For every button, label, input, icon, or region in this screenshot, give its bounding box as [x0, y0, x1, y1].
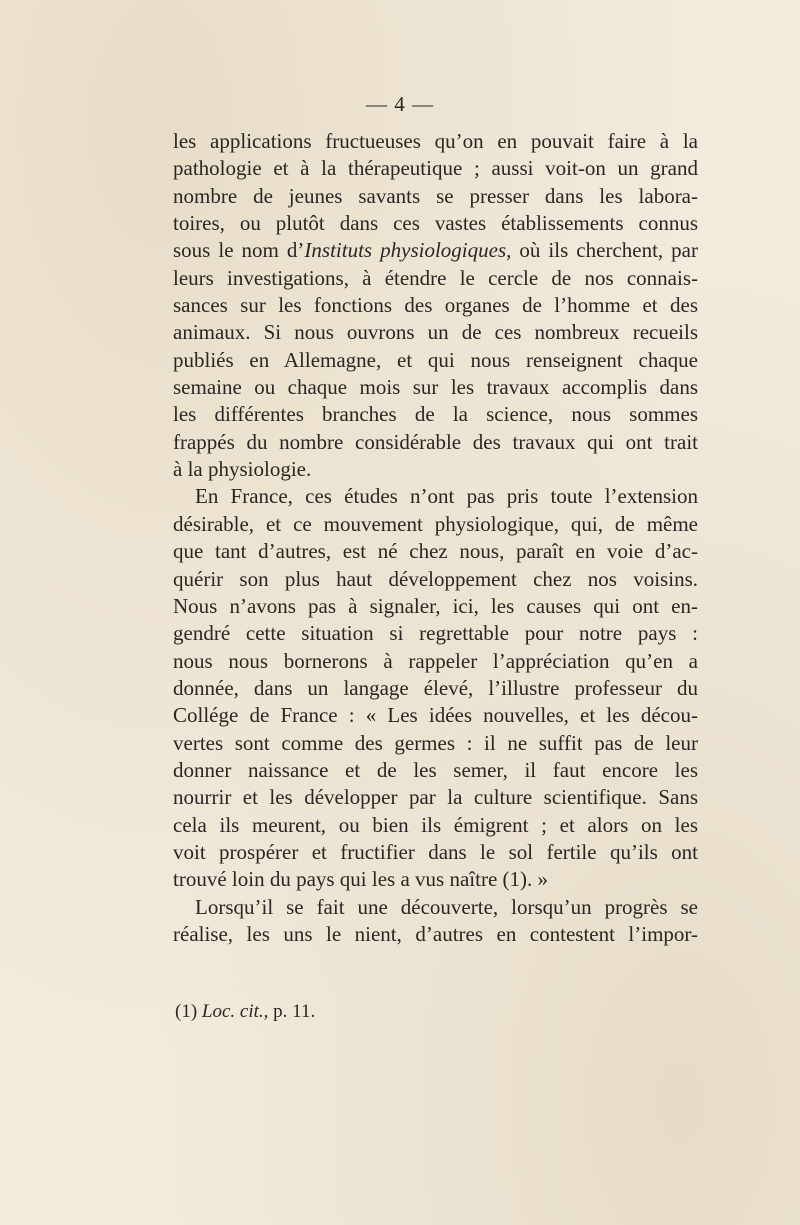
text-line-with-italic [173, 237, 698, 264]
text-line: désirable, et ce mouvement physiologique, qui, de même [173, 511, 698, 536]
text-line: réalise, les uns le nient, d’autres en contestent l’impor- [173, 921, 698, 946]
text-line: leurs investigations, à étendre le cercle de nos connais- [173, 265, 698, 290]
text-line: sances sur les fonctions des organes de l’homme et des [173, 293, 698, 318]
italic-term: Instituts physiologiques [304, 238, 507, 263]
text-line: Collége de France : « Les idées nouvelles, et les décou- [173, 703, 698, 728]
text-line: voit prospérer et fructifier dans le sol fertile qu’ils ont [173, 839, 698, 864]
paragraph-first-line: En France, ces études n’ont pas pris toute l’extension [195, 484, 698, 509]
text-line: que tant d’autres, est né chez nous, paraît en voie d’ac- [173, 539, 698, 564]
text-line: frappés du nombre considérable des travaux qui ont trait [173, 429, 698, 454]
text-line: Nous n’avons pas à signaler, ici, les causes qui ont en- [173, 593, 698, 618]
footnote-page: , p. 11. [263, 1001, 316, 1022]
text-line: trouvé loin du pays qui les a vus naître (1). » [173, 867, 549, 892]
text-line: toires, ou plutôt dans ces vastes établissements connus [173, 211, 698, 236]
text-line: publiés en Allemagne, et qui nous renseignent chaque [173, 347, 698, 372]
text-line: cela ils meurent, ou bien ils émigrent ; et alors on les [173, 812, 698, 837]
text-line: quérir son plus haut développement chez nos voisins. [173, 566, 698, 591]
text-line: nourrir et les développer par la culture scientifique. Sans [173, 785, 698, 810]
text-line: les applications fructueuses qu’on en pouvait faire à la [173, 129, 698, 153]
text-fragment: , où ils cherchent, par [506, 238, 698, 263]
body-text [173, 128, 698, 948]
text-line: animaux. Si nous ouvrons un de ces nombreux recueils [173, 320, 698, 345]
footnote [175, 1000, 315, 1024]
footnote-citation: Loc. cit. [201, 1001, 264, 1022]
footnote-marker: (1) [175, 1001, 202, 1022]
text-line: nous nous bornerons à rappeler l’appréciation qu’en a [173, 648, 698, 673]
text-line: à la physiologie. [173, 457, 312, 482]
text-line: nombre de jeunes savants se presser dans les labora- [173, 183, 698, 208]
text-fragment: sous le nom d’ [173, 238, 305, 263]
text-line: vertes sont comme des germes : il ne suffit pas de leur [173, 730, 698, 755]
text-line: semaine ou chaque mois sur les travaux accomplis dans [173, 375, 698, 400]
text-line: donner naissance et de les semer, il faut encore les [173, 757, 698, 782]
text-line: les différentes branches de la science, nous sommes [173, 402, 698, 427]
paragraph-first-line: Lorsqu’il se fait une découverte, lorsqu’un progrès se [195, 894, 698, 919]
page-number: — 4 — [366, 92, 434, 116]
text-line: gendré cette situation si regrettable pour notre pays : [173, 621, 698, 646]
text-line: pathologie et à la thérapeutique ; aussi voit-on un grand [173, 156, 698, 181]
text-line: donnée, dans un langage élevé, l’illustre professeur du [173, 675, 698, 700]
